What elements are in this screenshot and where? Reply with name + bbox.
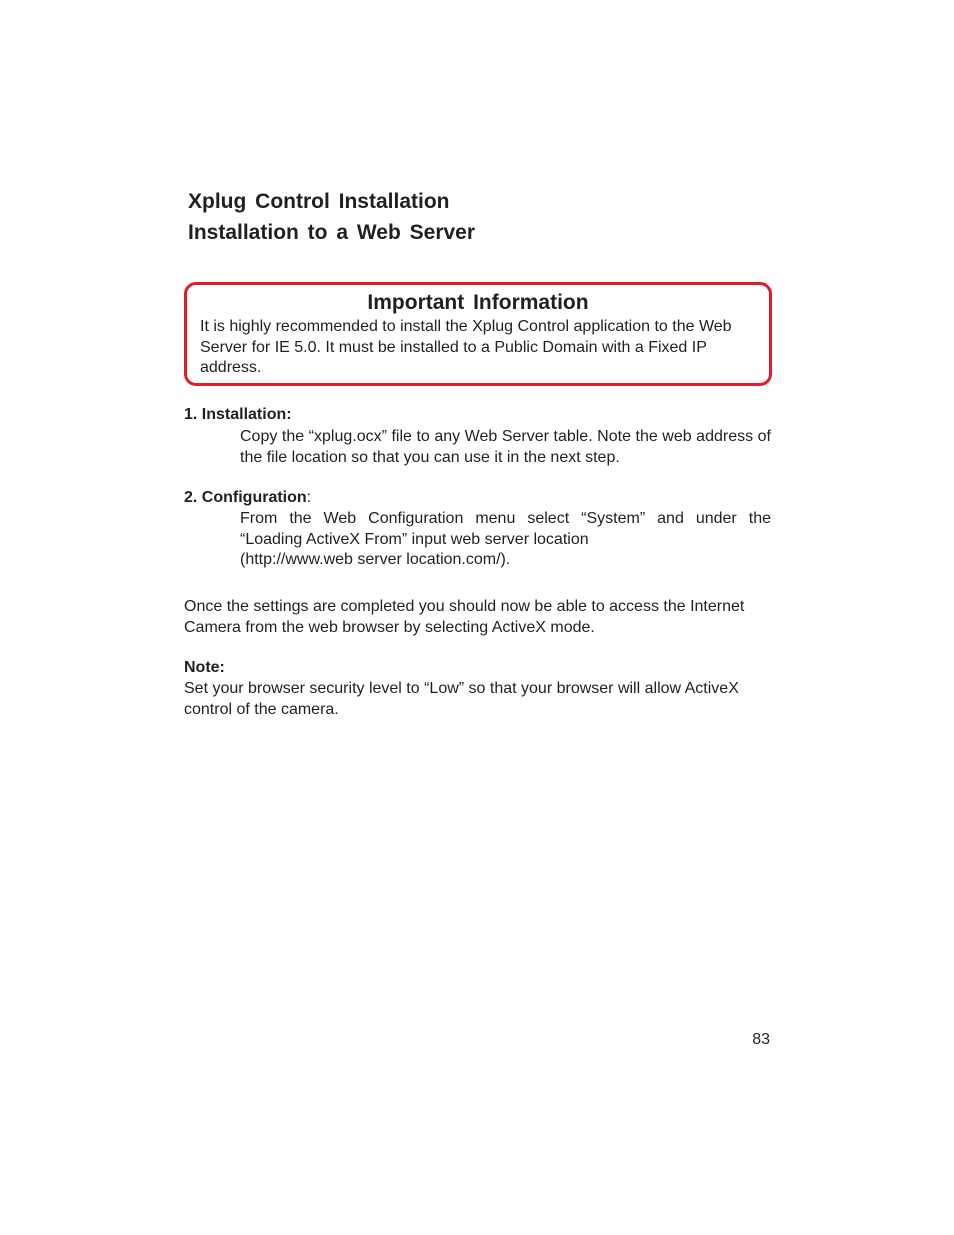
configuration-label: 2. Configuration [184, 489, 307, 506]
section-title: Xplug Control Installation [188, 190, 450, 213]
configuration-label-colon: : [306, 489, 312, 506]
summary-paragraph: Once the settings are completed you should now be able to access the Internet Camera from the web browser by selecting ActiveX mode. [184, 598, 745, 636]
configuration-label-line [184, 488, 311, 509]
section-subtitle: Installation to a Web Server [188, 221, 476, 244]
configuration-text [240, 509, 771, 571]
important-information-title: Important Information [367, 291, 589, 314]
installation-label: 1. Installation: [184, 406, 292, 423]
installation-text: Copy the “xplug.ocx” file to any Web Server table. Note the web address of the file location so that you can use it in the next step. [240, 428, 771, 466]
configuration-text-line-2: “Loading ActiveX From” input web server location [240, 530, 589, 548]
configuration-text-line-3: (http://www.web server location.com/). [240, 551, 511, 568]
note-text: Set your browser security level to “Low” so that your browser will allow ActiveX control of the camera. [184, 680, 739, 718]
important-information-box [184, 282, 772, 386]
important-information-text: It is highly recommended to install the Xplug Control application to the Web Server for IE 5.0. It must be installed to a Public Domain with a Fixed IP address. [200, 318, 732, 376]
note-label: Note: [184, 659, 225, 676]
page-number: 83 [752, 1031, 770, 1048]
configuration-text-line-1: From the Web Configuration menu select “System” and under the [240, 510, 771, 527]
